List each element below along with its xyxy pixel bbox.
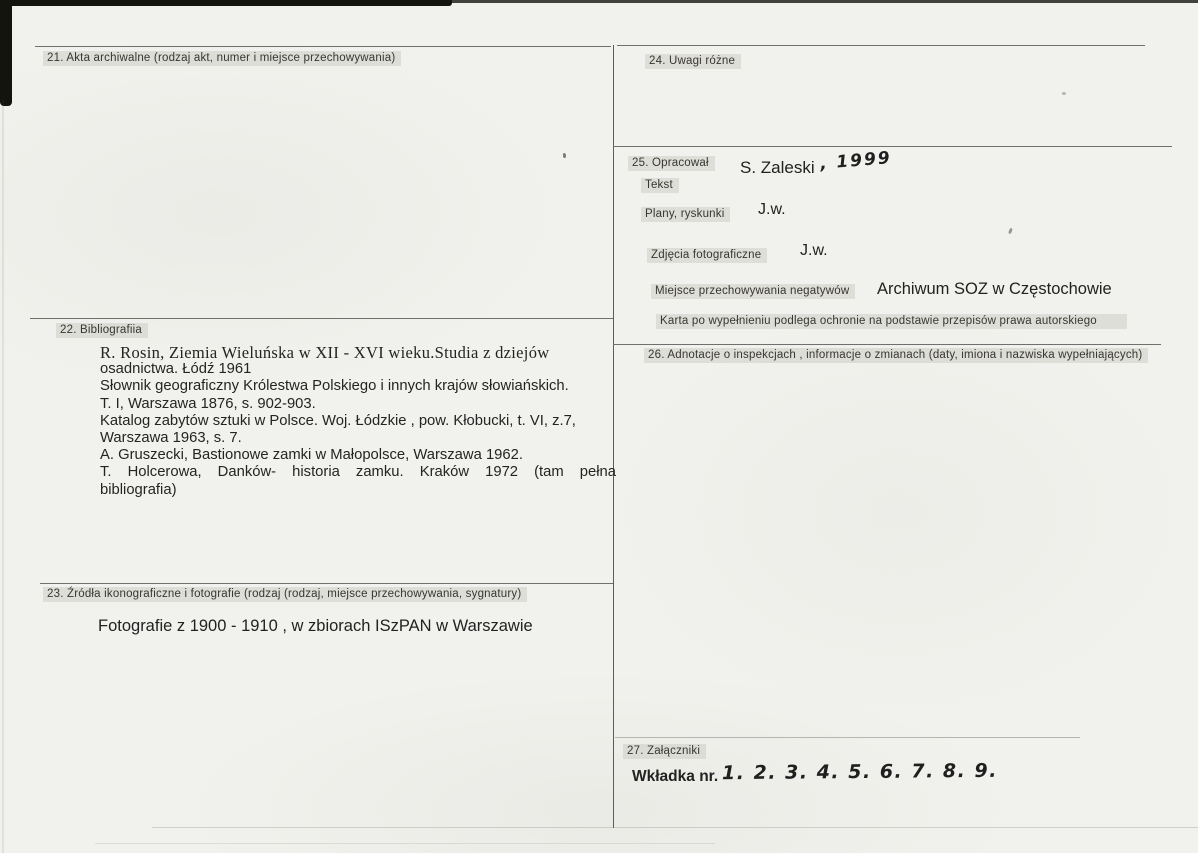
rule-above-section-21 bbox=[35, 46, 611, 47]
copyright-note: Karta po wypełnieniu podlega ochronie na podstawie przepisów prawa autorskiego bbox=[656, 314, 1127, 329]
section-23-label: 23. Źródła ikonograficzne i fotografie (rodzaj (rodzaj, miejsce przechowywania, sygnatury) bbox=[43, 587, 527, 602]
section-24-label: 24. Uwagi różne bbox=[645, 54, 741, 69]
bibliography-line: R. Rosin, Ziemia Wieluńska w XII - XVI wieku.Studia z dziejów bbox=[100, 343, 550, 362]
section-22-label: 22. Bibliografiia bbox=[56, 323, 148, 338]
field-plany-label: Plany, ryskunki bbox=[641, 207, 730, 222]
scan-edge-top-left bbox=[0, 0, 452, 6]
field-tekst-label: Tekst bbox=[641, 178, 679, 193]
scan-artifact bbox=[1008, 228, 1013, 235]
section-23-content: Fotografie z 1900 - 1910 , w zbiorach ISzPAN w Warszawie bbox=[98, 617, 533, 635]
scan-edge-left bbox=[0, 0, 12, 106]
field-negatywy-value: Archiwum SOZ w Częstochowie bbox=[877, 280, 1112, 298]
rule-above-section-27 bbox=[615, 737, 1080, 738]
rule-above-section-22 bbox=[30, 318, 613, 319]
bibliography-text bbox=[100, 344, 616, 499]
field-zdjecia-label: Zdjęcia fotograficzne bbox=[647, 248, 767, 263]
rule-above-section-24 bbox=[617, 45, 1145, 46]
scan-artifact bbox=[1062, 92, 1066, 95]
bibliography-line: A. Gruszecki, Bastionowe zamki w Małopolsce, Warszawa 1962. bbox=[100, 447, 523, 464]
bibliography-line: osadnictwa. Łódź 1961 bbox=[100, 361, 252, 378]
rule-above-section-26 bbox=[613, 344, 1161, 345]
section-21-label: 21. Akta archiwalne (rodzaj akt, numer i miejsce przechowywania) bbox=[43, 51, 401, 66]
rule-above-section-23 bbox=[40, 583, 613, 584]
field-tekst-year-handwritten: , 1999 bbox=[819, 147, 893, 175]
attachment-prefix: Wkładka nr. bbox=[632, 768, 719, 785]
section-27-label: 27. Załączniki bbox=[623, 744, 706, 759]
field-tekst-value: S. Zaleski bbox=[740, 158, 815, 177]
bibliography-line: Katalog zabytów sztuki w Polsce. Woj. Łódzkie , pow. Kłobucki, t. VI, z.7, bbox=[100, 412, 576, 429]
bibliography-line: Warszawa 1963, s. 7. bbox=[100, 430, 242, 447]
rule-page-bottom bbox=[152, 827, 1198, 828]
bibliography-line: T. Holcerowa, Danków- historia zamku. Kraków 1972 (tam pełna bbox=[100, 464, 616, 481]
field-negatywy-label: Miejsce przechowywania negatywów bbox=[651, 284, 855, 299]
bibliography-line: T. I, Warszawa 1876, s. 902-903. bbox=[100, 395, 316, 412]
bibliography-line: Słownik geograficzny Królestwa Polskiego i innych krajów słowiańskich. bbox=[100, 378, 569, 395]
section-25-label: 25. Opracował bbox=[628, 156, 715, 171]
scan-artifact bbox=[563, 153, 566, 158]
scan-edge-left-faint bbox=[2, 100, 4, 853]
bibliography-line: bibliografia) bbox=[100, 481, 177, 498]
section-26-label: 26. Adnotacje o inspekcjach , informacje o zmianach (daty, imiona i nazwiska wypełniających) bbox=[644, 348, 1148, 363]
field-plany-value: J.w. bbox=[758, 201, 786, 218]
rule-page-bottom-faint bbox=[95, 843, 715, 844]
attachment-numbers-handwritten: 1. 2. 3. 4. 5. 6. 7. 8. 9. bbox=[721, 759, 998, 785]
rule-above-section-25 bbox=[613, 146, 1172, 147]
field-zdjecia-value: J.w. bbox=[800, 242, 828, 259]
